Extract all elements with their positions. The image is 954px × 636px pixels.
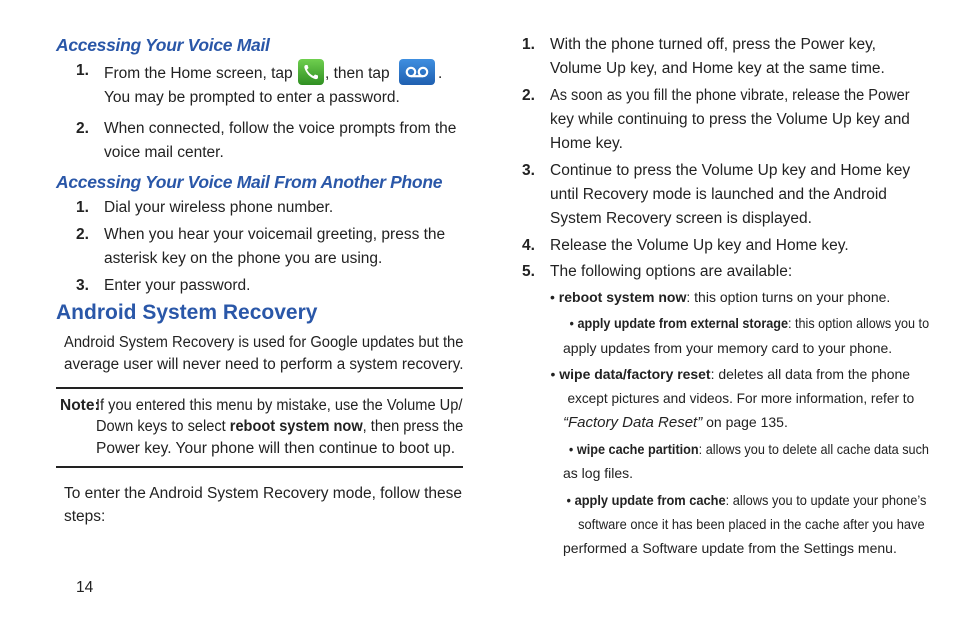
vm-step1-part2: , then tap (324, 65, 390, 82)
bullet-apply-external-line2: apply updates from your memory card to your phone. (563, 340, 893, 356)
ap-step3-text: Enter your password. (104, 277, 251, 294)
enter-line2: steps: (64, 508, 106, 525)
vm-step2-line2: voice mail center. (104, 144, 224, 161)
vm-step1-line2: You may be prompted to enter a password. (104, 89, 400, 106)
step3-line3: System Recovery screen is displayed. (550, 210, 812, 227)
bullet-wipe-data (551, 362, 910, 387)
bullet-apply-cache (567, 488, 927, 513)
ap-step2-line1: When you hear your voicemail greeting, press the (104, 226, 446, 243)
vm-step1-text (104, 59, 442, 86)
note-line2-post: , then press the (362, 418, 464, 435)
ap-step1-number: 1. (76, 199, 89, 216)
another-phone-heading: Accessing Your Voice Mail From Another Phone (56, 172, 443, 192)
bullet-marker: • (550, 289, 555, 305)
vm-step2-line1: When connected, follow the voice prompts from the (104, 120, 457, 137)
step1-number: 1. (522, 36, 535, 53)
bullet-marker: • (568, 441, 574, 457)
bullet-wipe-data-line3 (563, 410, 788, 435)
bullet-wipe-cache-text: : allows you to delete all cache data such (698, 441, 929, 457)
note-label: Note: (60, 397, 100, 414)
step1-line2: Volume Up key, and Home key at the same time. (550, 60, 885, 77)
enter-line1: To enter the Android System Recovery mode, follow these (64, 485, 463, 502)
voicemail-app-icon (399, 59, 435, 85)
bullet-reboot (550, 285, 890, 310)
bullet-marker: • (566, 492, 571, 508)
bullet-apply-external (570, 311, 930, 336)
bullet-marker: • (550, 366, 556, 382)
intro-line1: Android System Recovery is used for Google updates but the (64, 334, 464, 351)
note-line2-bold: reboot system now (229, 418, 363, 435)
vm-step2-number: 2. (76, 120, 89, 137)
step2-line2: key while continuing to press the Volume Up key and (550, 111, 910, 128)
vm-step1-part1: From the Home screen, tap (104, 65, 293, 82)
page-number: 14 (76, 579, 94, 596)
bullet-apply-cache-bold: apply update from cache (574, 492, 726, 508)
recovery-heading: Android System Recovery (56, 301, 318, 324)
bullet-reboot-text: : this option turns on your phone. (686, 289, 891, 305)
vm-step1-number: 1. (76, 62, 89, 79)
voicemail-heading: Accessing Your Voice Mail (56, 35, 270, 55)
step5-number: 5. (522, 263, 535, 280)
step2-number: 2. (522, 87, 535, 104)
factory-reset-reference[interactable]: “Factory Data Reset” (563, 414, 703, 431)
factory-reset-page: on page 135. (702, 414, 788, 430)
ap-step2-line2: asterisk key on the phone you are using. (104, 250, 383, 267)
step5-line1: The following options are available: (550, 263, 793, 280)
bullet-wipe-cache (569, 437, 929, 462)
bullet-wipe-cache-bold: wipe cache partition (576, 441, 699, 457)
ap-step2-number: 2. (76, 226, 89, 243)
bullet-wipe-cache-line2: as log files. (563, 465, 634, 481)
bullet-apply-cache-line3: performed a Software update from the Settings menu. (563, 540, 897, 556)
bullet-apply-external-bold: apply update from external storage (577, 315, 788, 331)
step4-line1: Release the Volume Up key and Home key. (550, 237, 849, 254)
note-line2-pre: Down keys to select (96, 418, 226, 435)
step3-number: 3. (522, 162, 535, 179)
step2-line3: Home key. (550, 135, 623, 152)
bullet-reboot-bold: reboot system now (558, 289, 687, 305)
bullet-marker: • (569, 315, 574, 331)
bullet-apply-cache-line2: software once it has been placed in the cache after you have (578, 516, 925, 532)
step3-line1: Continue to press the Volume Up key and Home key (550, 162, 911, 179)
note-bottom-divider (56, 466, 463, 468)
note-top-divider (56, 387, 463, 389)
step3-line2: until Recovery mode is launched and the Android (550, 186, 887, 203)
bullet-apply-cache-text: : allows you to update your phone’s (725, 492, 927, 508)
ap-step1-text: Dial your wireless phone number. (104, 199, 334, 216)
step2-line1: As soon as you fill the phone vibrate, release the Power (550, 87, 910, 104)
note-line2 (96, 415, 463, 439)
intro-line2: average user will never need to perform a system recovery. (64, 356, 464, 373)
phone-app-icon (298, 59, 324, 85)
vm-step1-part3: . (437, 65, 443, 82)
bullet-wipe-data-text: : deletes all data from the phone (710, 366, 911, 382)
step1-line1: With the phone turned off, press the Power key, (550, 36, 876, 53)
note-line1: If you entered this menu by mistake, use the Volume Up/ (96, 397, 463, 414)
ap-step3-number: 3. (76, 277, 89, 294)
step4-number: 4. (522, 237, 535, 254)
bullet-apply-external-text: : this option allows you to (787, 315, 930, 331)
bullet-wipe-data-bold: wipe data/factory reset (559, 366, 711, 382)
note-line3: Power key. Your phone will then continue to boot up. (96, 440, 456, 457)
bullet-wipe-data-line2: except pictures and videos. For more information, refer to (567, 390, 915, 406)
